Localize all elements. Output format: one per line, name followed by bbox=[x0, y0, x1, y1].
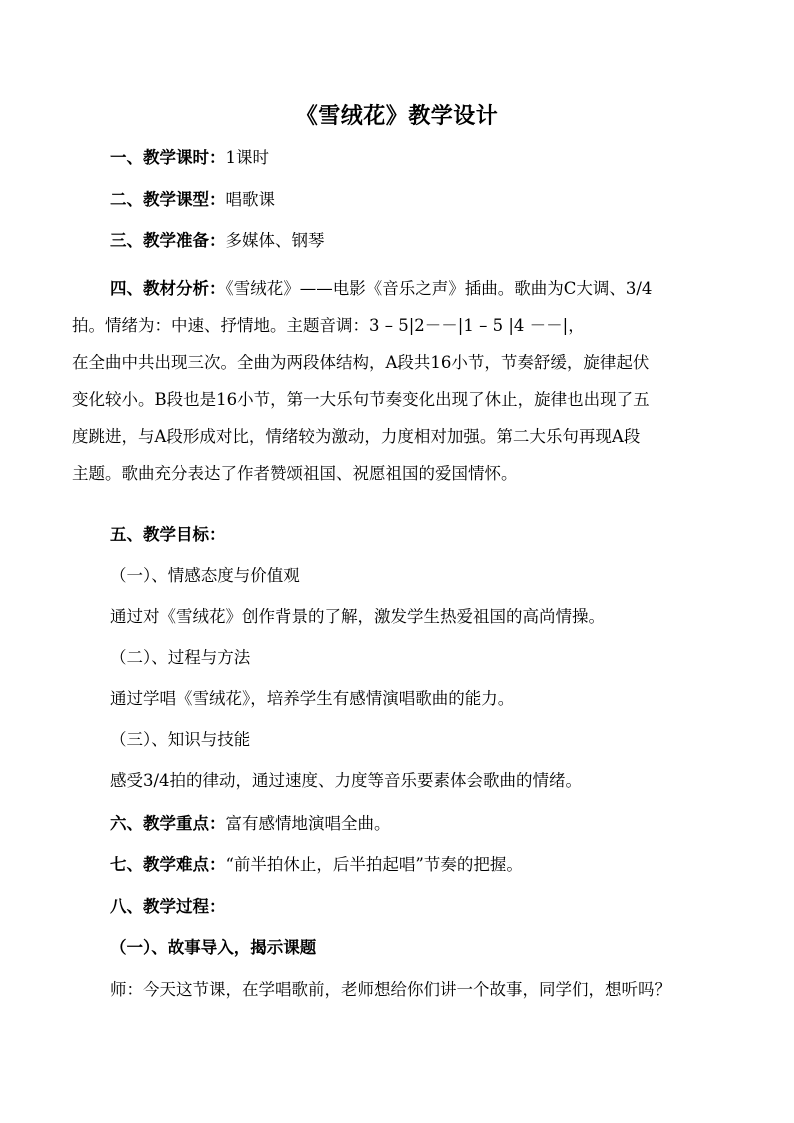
objective-3-title: （三）、知识与技能 bbox=[110, 730, 251, 749]
section-process-heading: 八、教学过程： bbox=[110, 897, 226, 916]
paragraph-line bbox=[72, 270, 722, 307]
section-lesson-type bbox=[110, 190, 275, 210]
line-text: 《雪绒花》——电影《音乐之声》插曲。歌曲为C大调、3/4 bbox=[225, 279, 653, 298]
paragraph-line: 拍。情绪为：中速、抒情地。主题音调：3 – 5|2－－|1 – 5 |4 －－|， bbox=[72, 316, 585, 335]
section-key-points bbox=[110, 814, 391, 834]
objective-2-text: 通过学唱《雪绒花》，培养学生有感情演唱歌曲的能力。 bbox=[110, 689, 515, 708]
document-title: 《雪绒花》教学设计 bbox=[295, 103, 499, 129]
section-heading: 三、教学准备： bbox=[110, 231, 226, 250]
section-heading: 四、教材分析： bbox=[110, 279, 226, 298]
section-heading: 七、教学难点： bbox=[110, 855, 226, 874]
section-material-analysis bbox=[72, 270, 722, 492]
objective-3-text: 感受3/4拍的律动，通过速度、力度等音乐要素体会歌曲的情绪。 bbox=[110, 771, 583, 790]
process-teacher-line: 师：今天这节课，在学唱歌前，老师想给你们讲一个故事，同学们，想听吗？ bbox=[110, 980, 671, 999]
paragraph-line: 度跳进，与A段形成对比，情绪较为激动，力度相对加强。第二大乐句再现A段 bbox=[72, 427, 641, 446]
process-step-1-title: （一）、故事导入，揭示课题 bbox=[110, 938, 317, 957]
section-difficulties bbox=[110, 855, 523, 875]
section-text: “前半拍休止，后半拍起唱”节奏的把握。 bbox=[225, 855, 523, 874]
paragraph-line: 在全曲中共出现三次。全曲为两段体结构，A段共16小节，节奏舒缓，旋律起伏 bbox=[72, 353, 650, 372]
objective-1-title: （一）、情感态度与价值观 bbox=[110, 566, 300, 585]
section-text: 富有感情地演唱全曲。 bbox=[225, 814, 391, 833]
section-heading: 二、教学课型： bbox=[110, 190, 226, 209]
section-objectives-heading: 五、教学目标： bbox=[110, 525, 226, 544]
section-preparation bbox=[110, 231, 325, 251]
section-text: 1课时 bbox=[225, 148, 269, 167]
objective-1-text: 通过对《雪绒花》创作背景的了解，激发学生热爱祖国的高尚情操。 bbox=[110, 607, 605, 626]
section-text: 多媒体、钢琴 bbox=[225, 231, 325, 250]
section-heading: 六、教学重点： bbox=[110, 814, 226, 833]
section-lesson-hours bbox=[110, 148, 269, 168]
paragraph-line: 变化较小。B段也是16小节，第一大乐句节奏变化出现了休止，旋律也出现了五 bbox=[72, 390, 650, 409]
objective-2-title: （二）、过程与方法 bbox=[110, 648, 251, 667]
section-heading: 一、教学课时： bbox=[110, 148, 226, 167]
section-text: 唱歌课 bbox=[225, 190, 275, 209]
paragraph-line: 主题。歌曲充分表达了作者赞颂祖国、祝愿祖国的爱国情怀。 bbox=[72, 464, 518, 483]
